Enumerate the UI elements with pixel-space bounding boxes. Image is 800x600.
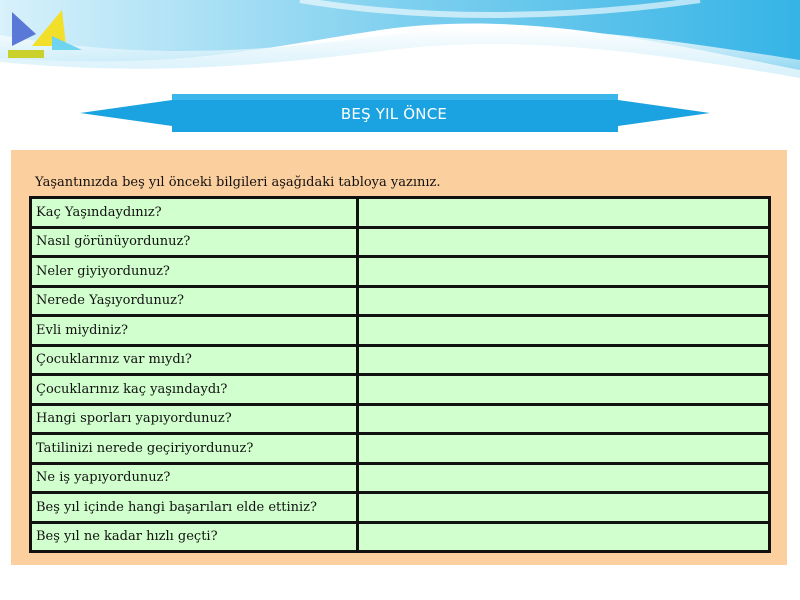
- answer-cell[interactable]: [358, 404, 770, 434]
- table-row: [31, 463, 770, 493]
- questions-table: [29, 196, 771, 553]
- table-row: [31, 404, 770, 434]
- table-row: [31, 375, 770, 405]
- answer-input[interactable]: [359, 407, 768, 430]
- answer-cell[interactable]: [358, 522, 770, 552]
- answer-input[interactable]: [359, 260, 768, 283]
- logo-triangles-icon: [4, 6, 84, 62]
- question-cell: Çocuklarınız var mıydı?: [31, 345, 358, 375]
- answer-cell[interactable]: [358, 286, 770, 316]
- header-wave-decoration: [0, 0, 800, 95]
- table-row: [31, 434, 770, 464]
- answer-cell[interactable]: [358, 375, 770, 405]
- answer-cell[interactable]: [358, 257, 770, 287]
- table-row: [31, 198, 770, 228]
- question-cell: Nerede Yaşıyordunuz?: [31, 286, 358, 316]
- question-cell: Ne iş yapıyordunuz?: [31, 463, 358, 493]
- instruction-text: Yaşantınızda beş yıl önceki bilgileri aşağıdaki tabloya yazınız.: [35, 175, 441, 190]
- answer-cell[interactable]: [358, 227, 770, 257]
- table-row: [31, 493, 770, 523]
- question-cell: Beş yıl içinde hangi başarıları elde ettiniz?: [31, 493, 358, 523]
- question-cell: Evli miydiniz?: [31, 316, 358, 346]
- answer-input[interactable]: [359, 496, 768, 519]
- answer-cell[interactable]: [358, 316, 770, 346]
- answer-cell[interactable]: [358, 434, 770, 464]
- question-cell: Beş yıl ne kadar hızlı geçti?: [31, 522, 358, 552]
- question-cell: Nasıl görünüyordunuz?: [31, 227, 358, 257]
- table-row: [31, 286, 770, 316]
- answer-input[interactable]: [359, 348, 768, 371]
- answer-input[interactable]: [359, 289, 768, 312]
- question-cell: Tatilinizi nerede geçiriyordunuz?: [31, 434, 358, 464]
- answer-input[interactable]: [359, 437, 768, 460]
- answer-input[interactable]: [359, 378, 768, 401]
- answer-input[interactable]: [359, 525, 768, 548]
- answer-cell[interactable]: [358, 345, 770, 375]
- question-cell: Hangi sporları yapıyordunuz?: [31, 404, 358, 434]
- question-cell: Çocuklarınız kaç yaşındaydı?: [31, 375, 358, 405]
- answer-input[interactable]: [359, 230, 768, 253]
- answer-input[interactable]: [359, 319, 768, 342]
- question-cell: Kaç Yaşındaydınız?: [31, 198, 358, 228]
- answer-cell[interactable]: [358, 198, 770, 228]
- answer-input[interactable]: [359, 201, 768, 224]
- answer-cell[interactable]: [358, 493, 770, 523]
- table-row: [31, 522, 770, 552]
- table-row: [31, 257, 770, 287]
- question-cell: Neler giyiyordunuz?: [31, 257, 358, 287]
- table-row: [31, 316, 770, 346]
- table-row: [31, 227, 770, 257]
- slide-title: BEŞ YIL ÖNCE: [340, 105, 448, 123]
- table-row: [31, 345, 770, 375]
- answer-input[interactable]: [359, 466, 768, 489]
- answer-cell[interactable]: [358, 463, 770, 493]
